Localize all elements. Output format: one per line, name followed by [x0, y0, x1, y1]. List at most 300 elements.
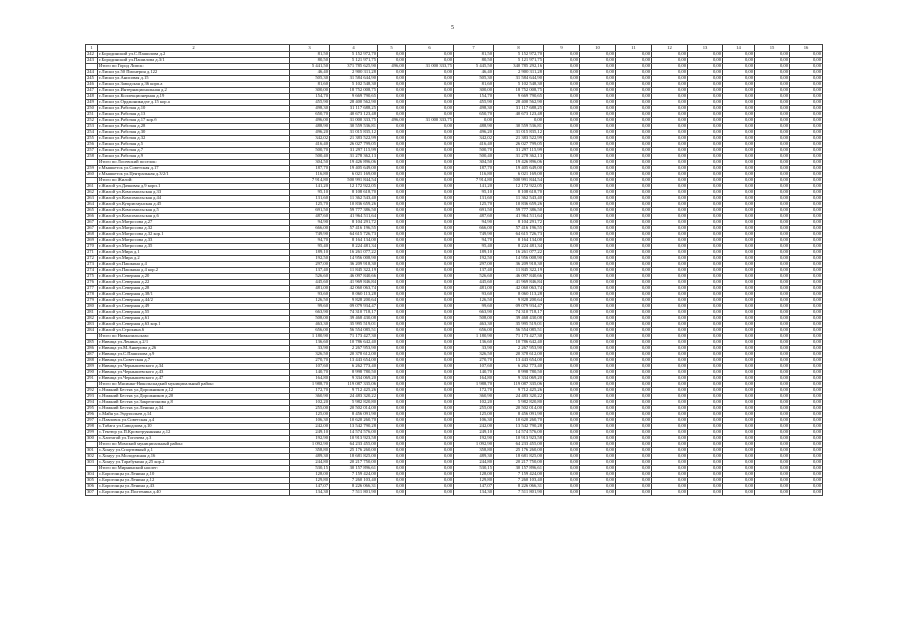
value-cell: 0,00	[688, 478, 723, 484]
value-cell: 8 108 618,70	[494, 190, 544, 196]
value-cell: 666,00	[290, 226, 330, 232]
value-cell: 0,00	[580, 124, 616, 130]
value-cell: 94,70	[454, 238, 494, 244]
value-cell: 0,00	[406, 490, 454, 496]
value-cell: 666,00	[454, 226, 494, 232]
value-cell: 0,00	[652, 238, 688, 244]
value-cell: 0,00	[755, 262, 790, 268]
value-cell: 0,00	[723, 160, 755, 166]
value-cell: 0,00	[616, 52, 652, 58]
value-cell: 300,00	[290, 88, 330, 94]
value-cell: 0,00	[755, 256, 790, 262]
value-cell: 172,70	[290, 388, 330, 394]
value-cell: 0,00	[723, 478, 755, 484]
address-cell: г.Нивица ул.Советская д.7	[98, 358, 290, 364]
value-cell: 0,00	[688, 238, 723, 244]
value-cell: 74 310 718,17	[330, 310, 378, 316]
value-cell: 31 000 333,75	[406, 64, 454, 70]
value-cell: 46 097 840,66	[330, 274, 378, 280]
value-cell: 0,00	[790, 382, 823, 388]
address-cell: г.Жилой ул.Северная д.49	[98, 304, 290, 310]
value-cell: 192,50	[290, 256, 330, 262]
value-cell: 0,00	[688, 430, 723, 436]
value-cell: 0,00	[580, 106, 616, 112]
column-header: 5	[378, 45, 406, 52]
value-cell: 33,90	[454, 346, 494, 352]
value-cell: 13 443 654,00	[330, 358, 378, 364]
row-number-cell: 255	[86, 136, 98, 142]
value-cell: 530,15	[454, 466, 494, 472]
row-number-cell: 253	[86, 124, 98, 130]
column-header: 10	[580, 45, 616, 52]
value-cell: 0,00	[652, 394, 688, 400]
value-cell: 1 180,90	[454, 334, 494, 340]
value-cell: 14 574 576,00	[494, 430, 544, 436]
value-cell: 0,00	[723, 364, 755, 370]
row-number-cell: 295	[86, 406, 98, 412]
value-cell: 64 615 726,73	[330, 232, 378, 238]
table-body	[86, 45, 823, 496]
address-cell: г.Мышкетск ул.Центральная д.3/2/1	[98, 172, 290, 178]
value-cell: 0,00	[406, 154, 454, 160]
value-cell: 500 991 844,54	[330, 178, 378, 184]
value-cell: 57 416 196,55	[494, 226, 544, 232]
value-cell: 0,00	[616, 262, 652, 268]
value-cell: 0,00	[580, 412, 616, 418]
value-cell: 0,00	[688, 418, 723, 424]
value-cell: 0,00	[755, 190, 790, 196]
value-cell: 0,00	[544, 190, 580, 196]
value-cell: 0,00	[406, 196, 454, 202]
value-cell: 0,00	[378, 130, 406, 136]
value-cell: 106,30	[454, 418, 494, 424]
value-cell: 0,00	[652, 178, 688, 184]
value-cell: 0,00	[723, 358, 755, 364]
value-cell: 13 443 654,00	[494, 358, 544, 364]
value-cell: 0,00	[580, 238, 616, 244]
value-cell: 93,60	[290, 292, 330, 298]
address-cell: с.Хонуу ул.Спортивный д.1	[98, 448, 290, 454]
value-cell: 0,00	[790, 238, 823, 244]
value-cell: 25 176 260,00	[330, 448, 378, 454]
value-cell: 0,00	[790, 280, 823, 286]
value-cell: 0,00	[755, 340, 790, 346]
value-cell: 0,00	[544, 172, 580, 178]
value-cell: 0,00	[454, 118, 494, 124]
value-cell: 0,00	[378, 400, 406, 406]
value-cell: 0,00	[688, 76, 723, 82]
value-cell: 0,00	[790, 76, 823, 82]
value-cell: 5 102 548,30	[330, 82, 378, 88]
value-cell: 0,00	[790, 454, 823, 460]
value-cell: 0,00	[544, 388, 580, 394]
value-cell: 0,00	[652, 352, 688, 358]
value-cell: 496,20	[290, 130, 330, 136]
value-cell: 0,00	[790, 160, 823, 166]
value-cell: 0,00	[580, 454, 616, 460]
row-number-cell: 302	[86, 454, 98, 460]
value-cell: 0,00	[723, 112, 755, 118]
value-cell: 0,00	[723, 418, 755, 424]
value-cell: 0,00	[616, 346, 652, 352]
address-cell: г.Жилой ул.Матросова д.33	[98, 238, 290, 244]
value-cell: 0,00	[544, 202, 580, 208]
column-header: 11	[616, 45, 652, 52]
value-cell: 0,00	[544, 292, 580, 298]
row-number-cell: 247	[86, 88, 98, 94]
value-cell: 0,00	[790, 262, 823, 268]
value-cell: 21 383 522,99	[330, 136, 378, 142]
value-cell: 500,40	[290, 154, 330, 160]
address-cell: г.Жилой ул.Строкина.6	[98, 328, 290, 334]
value-cell: 270,70	[454, 358, 494, 364]
value-cell: 0,00	[755, 118, 790, 124]
value-cell: 0,00	[755, 232, 790, 238]
value-cell: 0,00	[616, 244, 652, 250]
value-cell: 0,00	[755, 268, 790, 274]
value-cell: 9 828 200,64	[330, 298, 378, 304]
value-cell: 128,00	[454, 472, 494, 478]
value-cell: 0,00	[406, 58, 454, 64]
value-cell: 0,00	[580, 370, 616, 376]
value-cell: 187,70	[290, 166, 330, 172]
value-cell: 0,00	[406, 382, 454, 388]
value-cell: 0,00	[616, 160, 652, 166]
value-cell: 0,00	[406, 454, 454, 460]
value-cell: 0,00	[723, 130, 755, 136]
value-cell: 0,00	[652, 310, 688, 316]
value-cell: 0,00	[616, 310, 652, 316]
value-cell: 11 362 543,40	[494, 196, 544, 202]
value-cell: 0,00	[406, 82, 454, 88]
value-cell: 59 777 386,50	[494, 208, 544, 214]
row-number-cell: 277	[86, 286, 98, 292]
value-cell: 0,00	[544, 100, 580, 106]
value-cell: 0,00	[755, 442, 790, 448]
value-cell: 0,00	[580, 406, 616, 412]
value-cell: 30 157 896,61	[494, 466, 544, 472]
value-cell: 0,00	[378, 280, 406, 286]
column-header: 3	[290, 45, 330, 52]
value-cell: 0,00	[406, 466, 454, 472]
value-cell: 9 712 425,26	[330, 388, 378, 394]
value-cell: 0,00	[616, 76, 652, 82]
value-cell: 10 913 923,58	[330, 436, 378, 442]
value-cell: 39 468 430,08	[494, 316, 544, 322]
value-cell: 0,00	[544, 118, 580, 124]
value-cell: 360,90	[290, 394, 330, 400]
value-cell: 0,00	[723, 232, 755, 238]
value-cell: 0,00	[652, 322, 688, 328]
value-cell: 0,00	[406, 112, 454, 118]
value-cell: 0,00	[652, 220, 688, 226]
value-cell: 0,00	[544, 304, 580, 310]
value-cell: 0,00	[723, 394, 755, 400]
column-header: 13	[688, 45, 723, 52]
column-header: 7	[454, 45, 494, 52]
column-header: 8	[494, 45, 544, 52]
value-cell: 0,00	[544, 478, 580, 484]
value-cell: 0,00	[378, 376, 406, 382]
value-cell: 0,00	[378, 178, 406, 184]
value-cell: 0,00	[616, 196, 652, 202]
value-cell: 0,00	[616, 142, 652, 148]
value-cell: 0,00	[755, 124, 790, 130]
address-cell: г.Лиски ул.Рабочая д.9	[98, 154, 290, 160]
value-cell: 8 104 291,72	[494, 220, 544, 226]
value-cell: 0,00	[723, 118, 755, 124]
value-cell: 0,00	[616, 394, 652, 400]
value-cell: 14 956 008,90	[494, 256, 544, 262]
value-cell: 0,00	[688, 112, 723, 118]
value-cell: 93,60	[454, 292, 494, 298]
value-cell: 0,00	[378, 424, 406, 430]
value-cell: 0,00	[406, 280, 454, 286]
value-cell: 0,00	[616, 484, 652, 490]
value-cell: 0,00	[652, 268, 688, 274]
value-cell: 0,00	[378, 232, 406, 238]
row-number-cell: 288	[86, 358, 98, 364]
row-number-cell: 286	[86, 346, 98, 352]
value-cell: 0,00	[652, 382, 688, 388]
row-number-cell: 281	[86, 310, 98, 316]
column-header: 6	[406, 45, 454, 52]
address-cell: г.Жилой ул.Комсомольская д.44	[98, 196, 290, 202]
value-cell: 0,00	[378, 358, 406, 364]
row-number-cell: 284	[86, 328, 98, 334]
value-cell: 0,00	[790, 346, 823, 352]
value-cell: 0,00	[723, 238, 755, 244]
value-cell: 189,10	[454, 250, 494, 256]
value-cell: 126,50	[454, 298, 494, 304]
value-cell: 0,00	[544, 196, 580, 202]
value-cell: 0,00	[406, 400, 454, 406]
address-cell: г.Жилой ул.Пашкина д.4	[98, 262, 290, 268]
value-cell: 0,00	[652, 202, 688, 208]
value-cell: 9 669 790,65	[330, 94, 378, 100]
value-cell: 0,00	[652, 196, 688, 202]
value-cell: 0,00	[378, 172, 406, 178]
value-cell: 0,00	[580, 394, 616, 400]
value-cell: 0,00	[406, 322, 454, 328]
value-cell: 0,00	[723, 58, 755, 64]
value-cell: 0,00	[688, 424, 723, 430]
value-cell: 0,00	[755, 154, 790, 160]
row-number-cell: 305	[86, 478, 98, 484]
value-cell: 0,00	[406, 70, 454, 76]
value-cell: 0,00	[544, 280, 580, 286]
value-cell: 0,00	[406, 250, 454, 256]
value-cell: 0,00	[378, 460, 406, 466]
value-cell: 0,00	[790, 166, 823, 172]
value-cell: 5 152 972,70	[494, 52, 544, 58]
value-cell: 0,00	[790, 214, 823, 220]
value-cell: 0,00	[406, 166, 454, 172]
value-cell: 508,00	[290, 316, 330, 322]
value-cell: 0,00	[580, 196, 616, 202]
value-cell: 12 172 922,05	[494, 184, 544, 190]
value-cell: 154,70	[454, 94, 494, 100]
value-cell: 0,00	[616, 58, 652, 64]
value-cell: 0,00	[790, 106, 823, 112]
value-cell: 0,00	[616, 400, 652, 406]
value-cell: 0,00	[755, 412, 790, 418]
value-cell: 0,00	[755, 70, 790, 76]
value-cell: 0,00	[755, 106, 790, 112]
value-cell: 102,20	[290, 400, 330, 406]
value-cell: 20 217 750,00	[494, 460, 544, 466]
value-cell: 0,00	[378, 310, 406, 316]
value-cell: 0,00	[755, 334, 790, 340]
value-cell: 0,00	[616, 472, 652, 478]
value-cell: 36 209 918,30	[330, 262, 378, 268]
value-cell: 0,00	[406, 364, 454, 370]
address-cell: г.Жилой ул.Пашкина д.4 кор.2	[98, 268, 290, 274]
value-cell: 0,00	[378, 340, 406, 346]
value-cell: 0,00	[723, 316, 755, 322]
value-cell: 0,00	[652, 472, 688, 478]
value-cell: 0,00	[652, 58, 688, 64]
value-cell: 0,00	[378, 436, 406, 442]
value-cell: 0,00	[688, 304, 723, 310]
value-cell: 11 845 322,19	[494, 268, 544, 274]
value-cell: 99,60	[454, 304, 494, 310]
value-cell: 0,00	[406, 304, 454, 310]
value-cell: 0,00	[616, 184, 652, 190]
value-cell: 0,00	[544, 142, 580, 148]
value-cell: 487,60	[290, 214, 330, 220]
row-number-cell: 272	[86, 256, 98, 262]
value-cell: 0,00	[688, 286, 723, 292]
value-cell: 0,00	[406, 178, 454, 184]
value-cell: 0,00	[688, 484, 723, 490]
value-cell: 0,00	[406, 478, 454, 484]
value-cell: 0,00	[790, 370, 823, 376]
address-cell: с.Борогонцы ул.Ленина д.10	[98, 472, 290, 478]
value-cell: 0,00	[688, 82, 723, 88]
value-cell: 8 224 481,34	[330, 244, 378, 250]
value-cell: 0,00	[755, 424, 790, 430]
value-cell: 0,00	[616, 442, 652, 448]
value-cell: 0,00	[790, 286, 823, 292]
value-cell: 0,00	[790, 304, 823, 310]
value-cell: 0,00	[688, 322, 723, 328]
row-number-cell: 250	[86, 106, 98, 112]
row-number-cell: 248	[86, 94, 98, 100]
value-cell: 0,00	[652, 112, 688, 118]
value-cell: 0,00	[616, 490, 652, 496]
value-cell: 95,40	[290, 244, 330, 250]
address-cell: с.Майя ул.Ээдупольев д.14	[98, 412, 290, 418]
value-cell: 0,00	[378, 160, 406, 166]
value-cell: 0,00	[755, 370, 790, 376]
value-cell: 0,00	[652, 64, 688, 70]
value-cell: 0,00	[723, 346, 755, 352]
value-cell: 0,00	[688, 298, 723, 304]
value-cell: 136,60	[290, 340, 330, 346]
value-cell: 0,00	[723, 448, 755, 454]
value-cell: 0,00	[790, 190, 823, 196]
value-cell: 0,00	[790, 418, 823, 424]
value-cell: 10 836 659,26	[330, 202, 378, 208]
value-cell: 0,00	[755, 76, 790, 82]
value-cell: 0,00	[755, 364, 790, 370]
value-cell: 14 574 576,00	[330, 430, 378, 436]
value-cell: 244,80	[454, 460, 494, 466]
value-cell: 0,00	[580, 250, 616, 256]
value-cell: 0,00	[406, 328, 454, 334]
value-cell: 0,00	[790, 88, 823, 94]
row-number-cell: 275	[86, 274, 98, 280]
value-cell: 0,00	[580, 154, 616, 160]
value-cell: 0,00	[406, 244, 454, 250]
value-cell: 0,00	[652, 346, 688, 352]
value-cell: 0,00	[652, 148, 688, 154]
value-cell: 0,00	[790, 70, 823, 76]
value-cell: 0,00	[544, 250, 580, 256]
value-cell: 0,00	[378, 430, 406, 436]
address-cell: Итого по Нивказильскам:	[98, 334, 290, 340]
value-cell: 0,00	[723, 256, 755, 262]
value-cell: 0,00	[723, 466, 755, 472]
row-number-cell: 285	[86, 340, 98, 346]
value-cell: 0,00	[790, 232, 823, 238]
value-cell: 0,00	[544, 484, 580, 490]
value-cell: 0,00	[652, 100, 688, 106]
value-cell: 691,50	[454, 208, 494, 214]
value-cell: 0,00	[544, 358, 580, 364]
row-number-cell: 298	[86, 424, 98, 430]
value-cell: 0,00	[378, 220, 406, 226]
value-cell: 0,00	[652, 406, 688, 412]
value-cell: 40 673 123,48	[494, 112, 544, 118]
row-number-cell: 268	[86, 232, 98, 238]
value-cell: 0,00	[378, 88, 406, 94]
value-cell: 0,00	[688, 70, 723, 76]
value-cell: 0,00	[790, 448, 823, 454]
address-cell: с.Хаптагай ул.Тогочева д.3	[98, 436, 290, 442]
value-cell: 128,00	[290, 472, 330, 478]
value-cell: 0,00	[723, 208, 755, 214]
value-cell: 0,00	[580, 100, 616, 106]
value-cell: 0,00	[652, 484, 688, 490]
address-cell: с.Нижний Бестях ул.Дорожников д.20	[98, 394, 290, 400]
value-cell: 125,00	[290, 412, 330, 418]
value-cell: 0,00	[790, 400, 823, 406]
value-cell: 0,00	[378, 136, 406, 142]
value-cell: 0,00	[652, 292, 688, 298]
value-cell: 0,00	[790, 220, 823, 226]
value-cell: 0,00	[544, 376, 580, 382]
value-cell: 0,00	[688, 412, 723, 418]
value-cell: 0,00	[755, 148, 790, 154]
value-cell: 95,40	[454, 244, 494, 250]
value-cell: 8 226 066,31	[330, 484, 378, 490]
value-cell: 0,00	[580, 136, 616, 142]
value-cell: 0,00	[544, 412, 580, 418]
value-cell: 0,00	[755, 94, 790, 100]
value-cell: 0,00	[544, 298, 580, 304]
value-cell: 0,00	[755, 490, 790, 496]
value-cell: 0,00	[755, 88, 790, 94]
value-cell: 0,00	[755, 466, 790, 472]
value-cell: 0,00	[616, 352, 652, 358]
value-cell: 0,00	[544, 346, 580, 352]
value-cell: 0,00	[616, 454, 652, 460]
value-cell: 0,00	[755, 286, 790, 292]
value-cell: 496,00	[378, 64, 406, 70]
value-cell: 0,00	[723, 124, 755, 130]
